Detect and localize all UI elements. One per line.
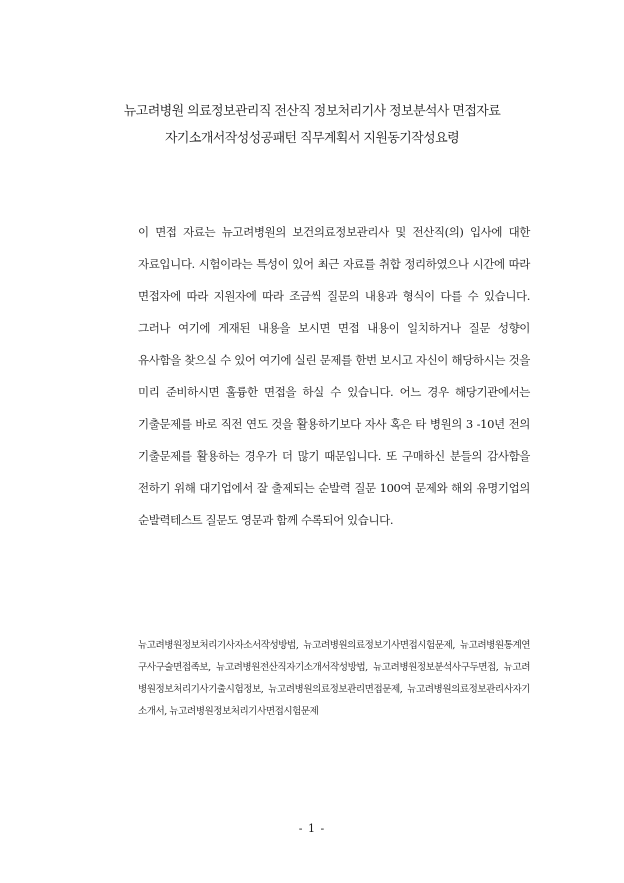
page-number: - 1 - — [298, 822, 326, 835]
intro-paragraph: 이 면접 자료는 뉴고려병원의 보건의료정보관리사 및 전산직(의) 입사에 대한 자료입니다. 시험이라는 특성이 있어 최근 자료를 취합 정리하였으나 시간에 따라 면접자에 따라 지원자에 따라 조금씩 질문의 내용과 형식이 다를 수 있습니다. 그러나 여기에 게재된 내용을 보시면 면접 내용이 일치하거나 질문 성향이 유사함을 찾으실 수 있어 여기에 실린 문제를 한번 보시고 자신이 해당하시는 것을 미리 준비하시면 훌륭한 면접을 하실 수 있습니다. 어느 경우 해당기관에서는 기출문제를 바로 직전 연도 것을 활용하기보다 자사 혹은 타 병원의 3 -10년 전의 기출문제를 활용하는 경우가 더 많기 때문입니다. 또 구매하신 분들의 감사함을 전하기 위해 대기업에서 잘 출제되는 순발력 질문 100여 문제와 해외 유명기업의 순발력테스트 질문도 영문과 함께 수록되어 있습니다. — [138, 225, 530, 527]
title-line-2: 자기소개서작성성공패턴 직무계획서 지원동기작성요령 — [164, 131, 460, 146]
title-line-1: 뉴고려병원 의료정보관리직 전산직 정보처리기사 정보분석사 면접자료 — [123, 104, 501, 119]
document-title — [0, 98, 624, 152]
keyword-list: 뉴고려병원정보처리기사자소서작성방법, 뉴고려병원의료정보기사면접시험문제, 뉴고려병원통계연구사구술면접족보, 뉴고려병원전산직자기소개서작성방법, 뉴고려병원정보분석사구두면접, 뉴고려병원정보처리기사기출시험정보, 뉴고려병원의료정보관리면접문제, 뉴고려병원의료정보관리사자기소개서, 뉴고려병원정보처리기사면접시험문제 — [138, 640, 530, 717]
